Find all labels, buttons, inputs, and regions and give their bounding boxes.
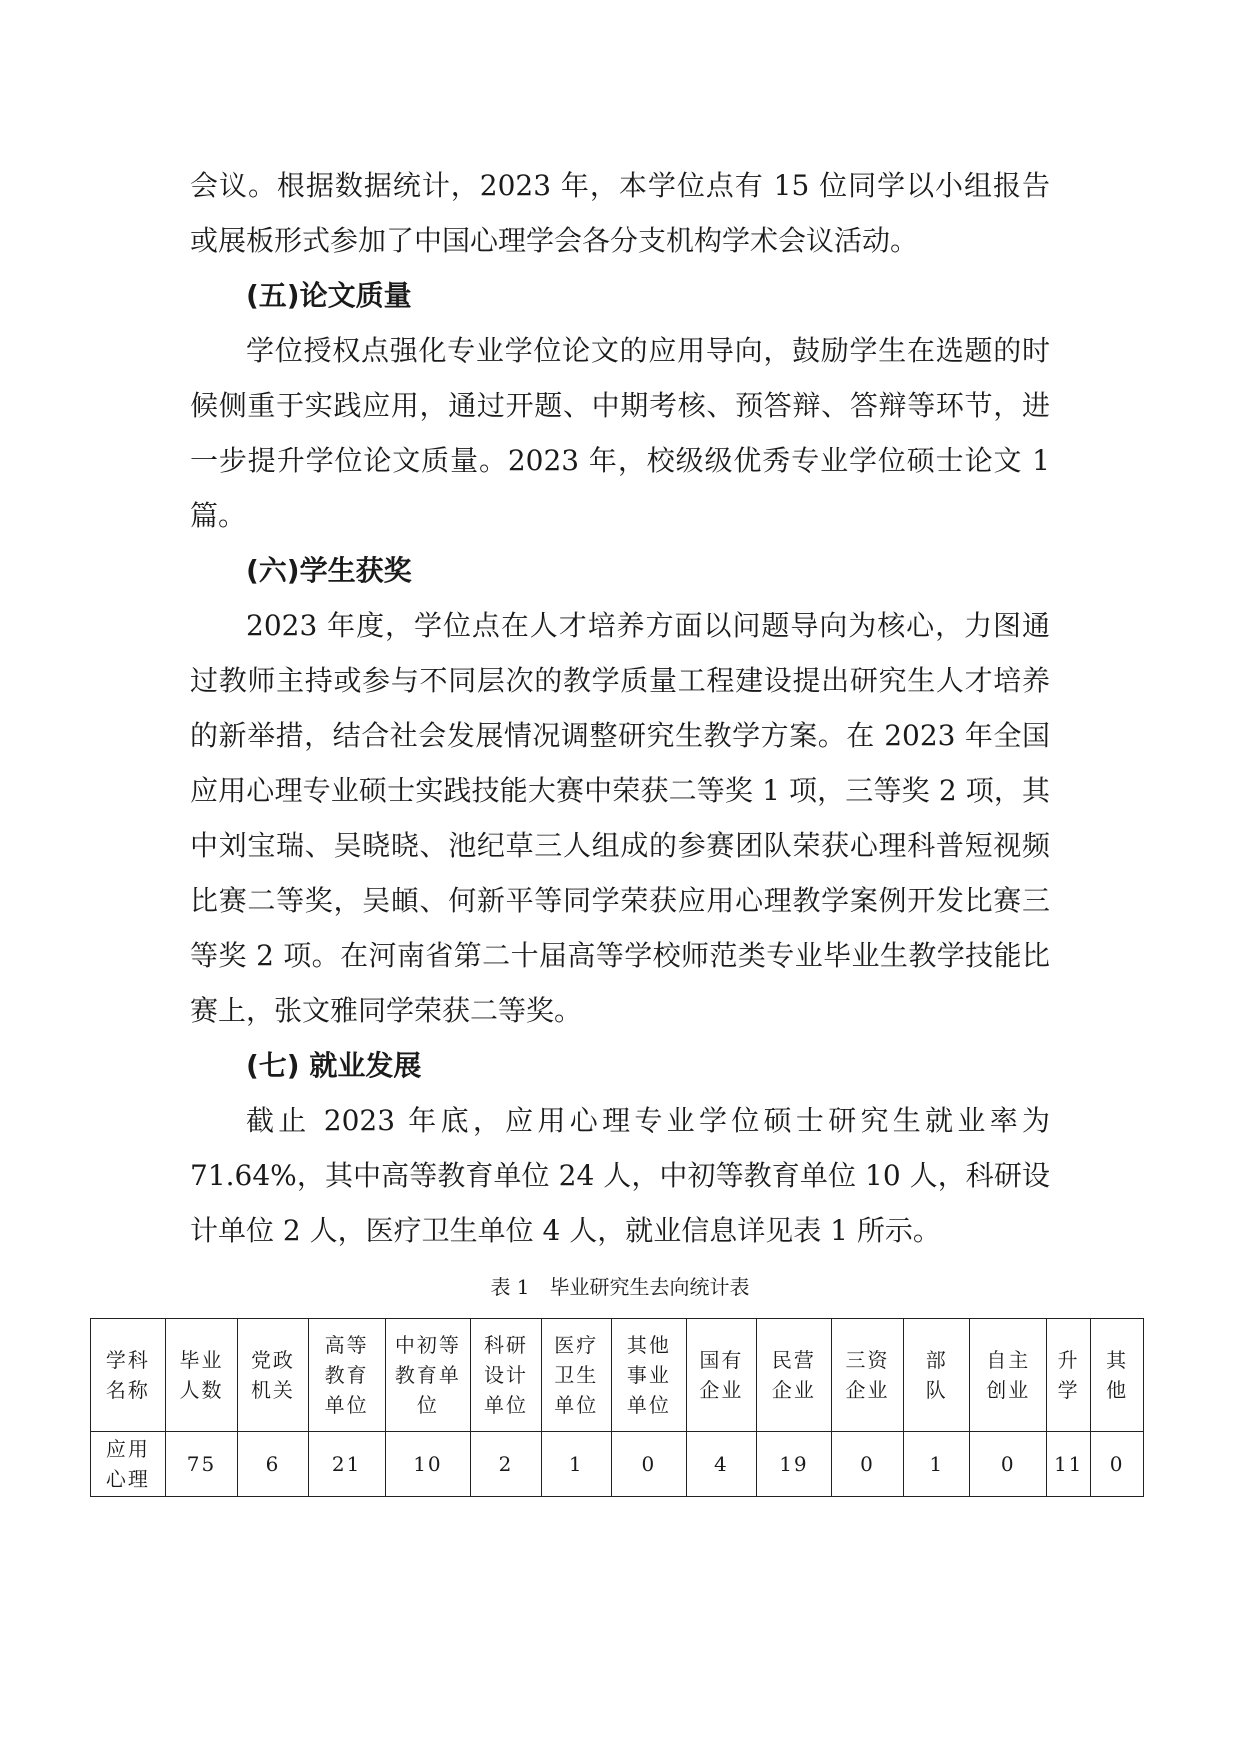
header-cell: 学科名称	[91, 1319, 166, 1432]
header-cell: 毕业人数	[165, 1319, 238, 1432]
paragraph-thesis-quality: 学位授权点强化专业学位论文的应用导向，鼓励学生在选题的时候侧重于实践应用，通过开题、中期考核、预答辩、答辩等环节，进一步提升学位论文质量。2023 年，校级级优秀专业学位硕士论文 1 篇。	[190, 334, 1050, 532]
table-cell: 19	[757, 1432, 832, 1497]
table-cell: 0	[831, 1432, 904, 1497]
body-text	[190, 158, 1050, 1258]
table-caption: 表 1 毕业研究生去向统计表	[490, 1275, 750, 1299]
header-cell: 医疗卫生单位	[541, 1319, 611, 1432]
heading-employment: (七) 就业发展	[246, 1049, 422, 1082]
header-cell: 国有企业	[686, 1319, 756, 1432]
paragraph-employment: 截止 2023 年底，应用心理专业学位硕士研究生就业率为 71.64%，其中高等教育单位 24 人，中初等教育单位 10 人，科研设计单位 2 人，医疗卫生单位 4 人，就业信息详见表 1 所示。	[190, 1104, 1050, 1247]
paragraph-student-awards: 2023 年度，学位点在人才培养方面以问题导向为核心，力图通过教师主持或参与不同层次的教学质量工程建设提出研究生人才培养的新举措，结合社会发展情况调整研究生教学方案。在 2023 年全国应用心理专业硕士实践技能大赛中荣获二等奖 1 项，三等奖 2 项，其中刘宝瑞、吴晓晓、池纪草三人组成的参赛团队荣获心理科普短视频比赛二等奖，吴頔、何新平等同学荣获应用心理教学案例开发比赛三等奖 2 项。在河南省第二十届高等学校师范类专业毕业生教学技能比赛上，张文雅同学荣获二等奖。	[190, 609, 1050, 1027]
table-cell: 0	[611, 1432, 686, 1497]
table-cell: 2	[471, 1432, 541, 1497]
table-cell: 0	[970, 1432, 1047, 1497]
header-cell: 部队	[904, 1319, 970, 1432]
header-cell: 科研设计单位	[471, 1319, 541, 1432]
header-cell: 升学	[1047, 1319, 1091, 1432]
table-cell: 6	[238, 1432, 308, 1497]
table-cell: 应用心理	[91, 1432, 166, 1497]
header-cell: 民营企业	[757, 1319, 832, 1432]
header-cell: 其他事业单位	[611, 1319, 686, 1432]
header-cell: 党政机关	[238, 1319, 308, 1432]
table-cell: 21	[308, 1432, 385, 1497]
table-cell: 10	[385, 1432, 471, 1497]
table-row	[91, 1432, 1144, 1497]
table-cell: 0	[1091, 1432, 1144, 1497]
header-cell: 其他	[1091, 1319, 1144, 1432]
header-cell: 中初等教育单位	[385, 1319, 471, 1432]
table-header-row	[91, 1319, 1144, 1432]
table-cell: 1	[541, 1432, 611, 1497]
table-cell: 75	[165, 1432, 238, 1497]
header-cell: 自主创业	[970, 1319, 1047, 1432]
heading-student-awards: (六)学生获奖	[246, 554, 412, 587]
table-cell: 4	[686, 1432, 756, 1497]
table-cell: 11	[1047, 1432, 1091, 1497]
header-cell: 三资企业	[831, 1319, 904, 1432]
table-cell: 1	[904, 1432, 970, 1497]
header-cell: 高等教育单位	[308, 1319, 385, 1432]
heading-thesis-quality: (五)论文质量	[246, 279, 412, 312]
graduate-destination-table	[90, 1318, 1144, 1497]
paragraph-conference: 会议。根据数据统计，2023 年，本学位点有 15 位同学以小组报告或展板形式参加了中国心理学会各分支机构学术会议活动。	[190, 169, 1050, 257]
